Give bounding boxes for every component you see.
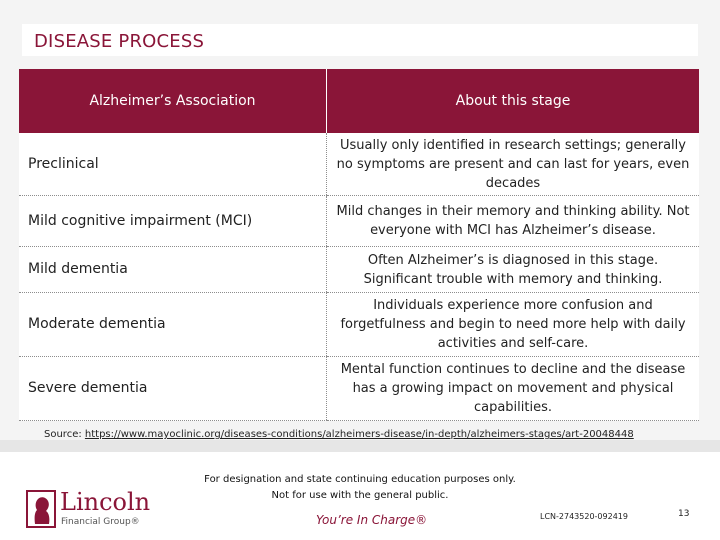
table-header-row — [19, 69, 699, 133]
footer — [0, 452, 720, 540]
disease-stages-table — [19, 69, 699, 421]
stage-description: Individuals experience more confusion and forgetfulness and begin to need more help with daily activities and self-care. — [327, 293, 700, 357]
header-alzheimers-association: Alzheimer’s Association — [19, 69, 327, 133]
stage-name: Severe dementia — [19, 357, 327, 421]
source-label: Source: — [44, 429, 85, 440]
stage-description: Usually only identified in research settings; generally no symptoms are present and can last for years, even decades — [327, 133, 700, 196]
table-row — [19, 357, 699, 421]
table-row — [19, 133, 699, 196]
source-link[interactable]: https://www.mayoclinic.org/diseases-conditions/alzheimers-disease/in-depth/alzheimers-stages/art-20048448 — [84, 429, 634, 440]
table-row — [19, 196, 699, 247]
lincoln-portrait-icon — [26, 490, 56, 528]
page-title: DISEASE PROCESS — [34, 31, 205, 52]
stage-description: Often Alzheimer’s is diagnosed in this stage. Significant trouble with memory and thinking. — [327, 247, 700, 293]
table-row — [19, 247, 699, 293]
header-about-this-stage: About this stage — [327, 69, 700, 133]
logo-subtitle: Financial Group® — [61, 517, 140, 527]
tagline: You’re In Charge® — [316, 513, 428, 527]
stage-description: Mild changes in their memory and thinking ability. Not everyone with MCI has Alzheimer’s disease. — [327, 196, 700, 247]
stage-name: Mild dementia — [19, 247, 327, 293]
document-code: LCN-2743520-092419 — [540, 512, 628, 521]
disclaimer-line-1: For designation and state continuing education purposes only. — [204, 474, 516, 485]
stage-description: Mental function continues to decline and the disease has a growing impact on movement and physical capabilities. — [327, 357, 700, 421]
logo-name: Lincoln — [60, 488, 151, 516]
stage-name: Mild cognitive impairment (MCI) — [19, 196, 327, 247]
stage-name: Preclinical — [19, 133, 327, 196]
disclaimer-line-2: Not for use with the general public. — [271, 490, 449, 501]
stage-name: Moderate dementia — [19, 293, 327, 357]
page-number: 13 — [678, 509, 690, 519]
title-bar — [22, 24, 698, 56]
table-row — [19, 293, 699, 357]
source-citation — [44, 429, 634, 440]
